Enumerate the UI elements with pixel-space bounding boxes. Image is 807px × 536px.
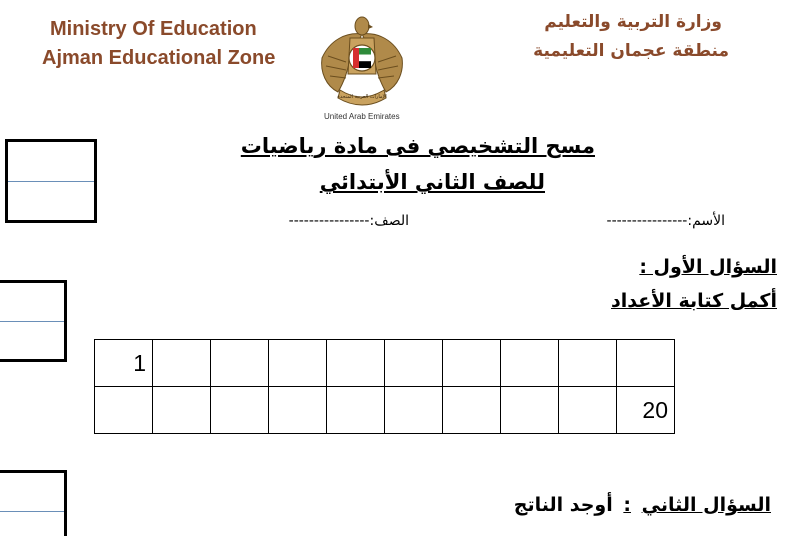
number-cell[interactable] xyxy=(501,387,559,434)
score-box-divider xyxy=(0,321,64,322)
number-cell[interactable] xyxy=(559,340,617,387)
score-box-divider xyxy=(0,511,64,512)
number-cell[interactable] xyxy=(327,340,385,387)
number-cell[interactable] xyxy=(385,387,443,434)
number-cell[interactable] xyxy=(269,340,327,387)
number-cell[interactable]: 1 xyxy=(95,340,153,387)
page-title-line1: مسح التشخيصي فى مادة رياضيات xyxy=(240,134,595,158)
ministry-name-ar: وزارة التربية والتعليم xyxy=(544,12,722,32)
number-cell[interactable]: 20 xyxy=(617,387,675,434)
number-cell[interactable] xyxy=(559,387,617,434)
page-title-line2: للصف الثاني الأبتدائي xyxy=(319,170,545,194)
question1-heading: السؤال الأول : xyxy=(639,256,777,278)
number-cell[interactable] xyxy=(617,340,675,387)
student-class-field: الصف:---------------- xyxy=(288,213,409,229)
score-box-divider xyxy=(8,181,94,182)
number-grid-row xyxy=(95,387,675,434)
uae-emblem xyxy=(316,12,408,120)
number-cell[interactable] xyxy=(211,387,269,434)
ministry-name-en: Ministry Of Education xyxy=(50,18,257,40)
question1-instruction: أكمل كتابة الأعداد xyxy=(611,290,777,312)
number-cell[interactable] xyxy=(211,340,269,387)
student-name-field: الأسم:---------------- xyxy=(606,213,725,229)
score-box-2 xyxy=(0,280,67,362)
number-cell[interactable] xyxy=(153,387,211,434)
number-cell[interactable] xyxy=(501,340,559,387)
question2-label: السؤال الثاني xyxy=(641,494,771,516)
emblem-inscription: الإمارات العربية المتحدة xyxy=(337,94,387,100)
score-box-3 xyxy=(0,470,67,536)
question2-instruction: أوجد الناتج xyxy=(513,494,613,516)
number-cell[interactable] xyxy=(385,340,443,387)
number-cell[interactable] xyxy=(443,387,501,434)
question2 xyxy=(514,494,771,516)
zone-name-ar: منطقة عجمان التعليمية xyxy=(533,41,729,61)
number-cell[interactable] xyxy=(95,387,153,434)
number-cell[interactable] xyxy=(153,340,211,387)
score-box-1 xyxy=(5,139,97,223)
zone-name-en: Ajman Educational Zone xyxy=(42,47,276,69)
number-grid-row xyxy=(95,340,675,387)
emblem-caption: United Arab Emirates xyxy=(324,112,400,121)
question2-colon: : xyxy=(623,494,631,516)
number-cell[interactable] xyxy=(443,340,501,387)
number-cell[interactable] xyxy=(327,387,385,434)
number-cell[interactable] xyxy=(269,387,327,434)
number-grid xyxy=(94,339,675,434)
